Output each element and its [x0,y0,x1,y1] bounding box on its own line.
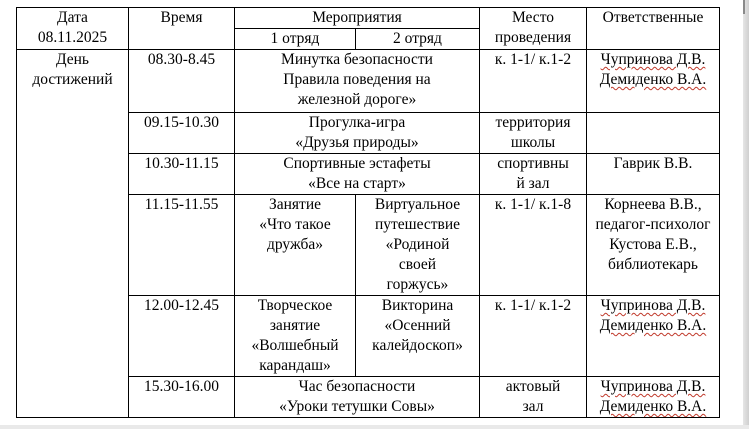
event-cell: Минутка безопасности Правила поведения на железной дороге» [235,50,480,113]
date-value: 08.11.2025 [37,28,108,46]
event-group1-cell: Творческое занятие «Волшебный карандаш» [235,296,356,377]
time-cell: 12.00-12.45 [129,296,235,377]
responsible-cell: Чупринова Д.В. Демиденко В.А. [587,296,720,377]
place-cell: территория школы [480,113,587,154]
day-name-cell: День достижений [17,50,129,418]
time-cell: 10.30-11.15 [129,154,235,195]
place-cell: спортивны й зал [480,154,587,195]
window-edge [743,0,749,429]
place-cell: актовый зал [480,377,587,418]
events-header: Мероприятия [235,8,480,29]
time-header: Время [129,8,235,50]
time-cell: 08.30-8.45 [129,50,235,113]
event-cell: Час безопасности «Уроки тетушки Совы» [235,377,480,418]
event-group2-cell: Викторина «Осенний калейдоскоп» [356,296,480,377]
page-edge [0,425,749,429]
date-cell [17,8,129,50]
responsible-cell: Чупринова Д.В. Демиденко В.А. [587,50,720,113]
table-row [17,50,720,113]
place-cell: к. 1-1/ к.1-2 [480,50,587,113]
group1-header: 1 отряд [235,29,356,50]
time-cell: 15.30-16.00 [129,377,235,418]
event-cell: Спортивные эстафеты «Все на старт» [235,154,480,195]
place-cell: к. 1-1/ к.1-8 [480,195,587,296]
event-cell: Прогулка-игра «Друзья природы» [235,113,480,154]
place-header: Место проведения [480,8,587,50]
header-row [17,8,720,29]
group2-header: 2 отряд [356,29,480,50]
event-group1-cell: Занятие «Что такое дружба» [235,195,356,296]
date-label: Дата [57,9,88,26]
schedule-table [16,7,720,418]
responsible-cell: Корнеева В.В., педагог-психолог Кустова Е.В., библиотекарь [587,195,720,296]
responsible-cell: Чупринова Д.В. Демиденко В.А. [587,377,720,418]
time-cell: 09.15-10.30 [129,113,235,154]
responsible-header: Ответственные [587,8,720,50]
responsible-cell [587,113,720,154]
time-cell: 11.15-11.55 [129,195,235,296]
place-cell: к. 1-1/ к.1-2 [480,296,587,377]
event-group2-cell: Виртуальное путешествие «Родиной своей горжусь» [356,195,480,296]
day-name: День [55,51,89,68]
responsible-cell: Гаврик В.В. [587,154,720,195]
scroll-indicator [743,0,745,14]
